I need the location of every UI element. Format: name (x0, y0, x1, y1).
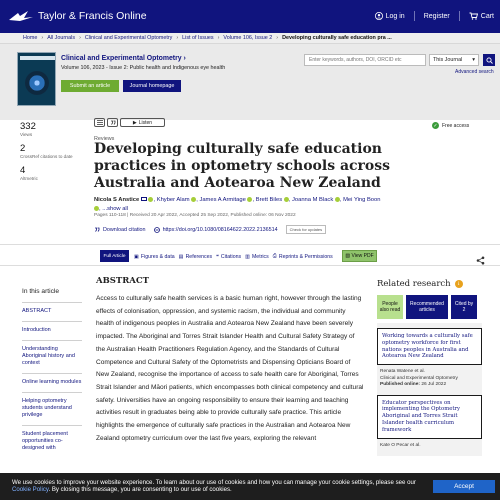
cart-label: Cart (480, 12, 494, 20)
print-icon: ⎙ (272, 253, 277, 259)
article-tabs (0, 244, 500, 266)
orcid-icon[interactable] (94, 206, 99, 211)
divider (414, 11, 415, 21)
check-icon: ✓ (433, 122, 438, 129)
author-link[interactable]: Nicola S Anstice (94, 197, 140, 203)
related-item[interactable] (377, 328, 482, 365)
tab-reprints[interactable]: ⎙ Reprints & Permissions (272, 253, 333, 260)
play-icon: ▶ (132, 119, 137, 126)
author-link[interactable]: Mei Ying Boon (343, 197, 381, 203)
book-icon: ▤ (178, 253, 184, 260)
nav-item-abstract[interactable]: ABSTRACT (22, 302, 82, 321)
cart-link[interactable] (469, 12, 494, 20)
view-pdf-button[interactable] (342, 250, 377, 262)
tab-recommended[interactable]: Recommended articles (406, 295, 448, 319)
orcid-icon[interactable] (284, 197, 289, 202)
chevron-right-icon: › (217, 35, 220, 41)
author-link[interactable]: James A Armitage (199, 197, 246, 203)
register-label: Register (423, 12, 450, 20)
author-link[interactable]: Brett Biles (255, 197, 283, 203)
pdf-icon: ▧ (345, 253, 352, 259)
breadcrumb-issues[interactable]: List of Issues (182, 35, 214, 41)
quote-icon: ❝ (216, 253, 219, 260)
article-tools (94, 118, 165, 127)
tab-full-article-label: Full Article (103, 253, 126, 259)
quote-icon (110, 120, 116, 125)
brand-name: Taylor & Francis Online (38, 10, 147, 22)
tab-references[interactable]: ▤ References (178, 253, 213, 260)
breadcrumb-current: Developing culturally safe education pra ... (282, 35, 392, 41)
link-icon (154, 227, 160, 233)
nav-item-history[interactable]: Understanding Aboriginal history and context (22, 340, 82, 373)
tab-full-article[interactable] (100, 250, 129, 262)
orcid-icon[interactable] (335, 197, 340, 202)
search-button[interactable] (483, 54, 495, 66)
logo-icon (8, 9, 34, 23)
author-list: Nicola S Anstice , Khyber Alam , James A Armitage , Brett Biles , Joanna M Black , Mei Ying Boon , ...show all (94, 197, 381, 212)
tab-list (134, 253, 333, 260)
citation-row (94, 225, 326, 234)
free-access-badge (432, 122, 469, 129)
metric-label: Views (20, 132, 33, 137)
divider (459, 11, 460, 21)
bar-chart-icon: ▥ (245, 253, 250, 260)
metric-crossref[interactable] (20, 144, 80, 160)
chevron-right-icon: › (176, 35, 179, 41)
metric-value: 4 (20, 165, 26, 176)
site-header (0, 0, 500, 33)
advanced-search-link[interactable]: Advanced search (455, 69, 494, 75)
info-icon[interactable]: i (455, 280, 463, 288)
tab-metrics[interactable]: ▥ Metrics (245, 253, 269, 260)
image-icon: ▣ (134, 253, 139, 260)
in-this-article-nav (22, 288, 82, 458)
submit-article-button[interactable]: Submit an article (61, 80, 119, 92)
share-button[interactable] (476, 252, 485, 270)
chevron-right-icon: › (276, 35, 279, 41)
abstract-text: Access to culturally safe health services is a basic human right, however through the lasting effects of colonisation, oppression, and systemic racism, the individual and community health of indigenous peoples in Australia and Aotearoa New Zealand have been severely impacted. The Aboriginal and Torres Strait Islander Health and Cultural Safety Strategy of the Australian Health Practitioners Regulation Agency, and the Standards of Cultural Competence and Cultural Safety of the Optometrists and Dispensing Opticians Board of New Zealand, recognise the importance of access to safe health care for Aboriginal, Torres Strait Islander and Māori patients, which encompasses both clinical competency and cultural safety. Universities have an ongoing responsibility to ensure their learning and teaching activities result in graduates being able to provide culturally safe practice. This article highlights the emergence of culturally safe practices in the Australian and Aotearoa New Zealand optometry curriculum over the last five years, exploring the relevant (96, 295, 364, 442)
nav-item-introduction[interactable]: Introduction (22, 321, 82, 340)
breadcrumb-all-journals[interactable]: All Journals (47, 35, 76, 41)
related-item-journal: Clinical and Experimental Optometry (380, 375, 458, 381)
tab-cited-by[interactable]: Cited by 2 (451, 295, 477, 319)
related-item[interactable] (377, 395, 482, 439)
menu-button[interactable] (94, 118, 105, 127)
author-link[interactable]: Joanna M Black (291, 197, 334, 203)
search-icon (486, 57, 493, 64)
related-item-published: Published online: 26 Jul 2022 (380, 382, 447, 388)
related-heading (377, 279, 482, 289)
author-link[interactable]: Khyber Alam (156, 197, 190, 203)
breadcrumb (0, 33, 500, 44)
nav-item-privilege[interactable]: Helping optometry students understand privilege (22, 392, 82, 425)
search-input[interactable] (304, 54, 426, 66)
breadcrumb-journal[interactable]: Clinical and Experimental Optometry (84, 35, 173, 41)
listen-button[interactable] (120, 118, 165, 127)
site-logo[interactable] (8, 9, 147, 23)
related-item-author: Kate O Pecar et al. (380, 442, 421, 448)
email-icon[interactable] (141, 197, 147, 201)
related-research (377, 279, 482, 456)
publication-dates: Pages 110-118 | Received 20 Apr 2022, Accepted 25 Sep 2022, Published online: 06 Nov 2022 (94, 213, 296, 218)
doi-link[interactable] (154, 227, 278, 233)
chevron-right-icon: › (41, 35, 44, 41)
quote-icon (94, 227, 100, 232)
nav-item-online-modules[interactable]: Online learning modules (22, 373, 82, 392)
chevron-right-icon: › (79, 35, 81, 41)
related-item-meta (377, 439, 482, 454)
metric-value: 332 (20, 121, 36, 132)
journal-cover-image[interactable] (17, 52, 56, 106)
share-icon (476, 256, 485, 265)
chevron-down-icon: ▾ (472, 57, 475, 63)
cover-title-strip (20, 56, 55, 60)
tab-people-also-read[interactable]: People also read (377, 295, 403, 319)
issue-info: Volume 106, 2023 - Issue 2: Public health and Indigenous eye health (61, 65, 226, 71)
related-heading-label: Related research (377, 279, 451, 289)
cart-icon (469, 12, 478, 20)
search-scope-value: This Journal (433, 57, 463, 63)
article-title: Developing culturally safe education practices in optometry schools across Australia and Aotearoa New Zealand (94, 141, 391, 191)
nav-item-placement[interactable]: Student placement opportunities co-designed with (22, 425, 82, 458)
eye-graphic (25, 71, 49, 95)
metric-label: CrossRef citations to date (20, 154, 73, 159)
orcid-icon[interactable] (191, 197, 196, 202)
breadcrumb-home[interactable]: Home (23, 35, 38, 41)
metric-label: Altmetric (20, 176, 38, 181)
free-access-label: Free access (442, 122, 470, 129)
metric-value: 2 (20, 143, 26, 154)
listen-label: Listen (138, 119, 153, 126)
user-icon (375, 12, 383, 20)
related-item-title: Working towards a culturally safe optometry workforce for first nations peoples in Australia and Aotearoa New Zealand (382, 333, 473, 360)
download-citation-link[interactable] (94, 227, 146, 233)
menu-icon (97, 120, 103, 125)
metric-altmetric[interactable] (20, 166, 80, 182)
related-item-title: Educator perspectives on implementing the Optometry Aboriginal and Torres Strait Islander health curriculum framework (382, 399, 461, 433)
orcid-icon[interactable] (247, 197, 252, 202)
show-all-authors[interactable]: ...show all (102, 206, 129, 212)
accept-cookies-button[interactable]: Accept (433, 480, 495, 493)
register-link[interactable] (424, 13, 450, 20)
article-metrics (20, 122, 80, 188)
metric-views[interactable] (20, 122, 80, 138)
abstract-heading: ABSTRACT (96, 276, 149, 286)
nav-heading: In this article (22, 288, 60, 295)
check-for-updates-button[interactable]: Check for updates (286, 225, 326, 234)
journal-homepage-button[interactable]: Journal homepage (123, 80, 181, 92)
related-item-author: Renata Watene et al. (380, 369, 425, 375)
tab-citations[interactable]: ❝ Citations (216, 253, 242, 260)
tab-figures[interactable]: ▣ Figures & data (134, 253, 175, 260)
login-label: Log in (385, 12, 405, 20)
orcid-icon[interactable] (148, 197, 153, 202)
related-list (377, 323, 482, 456)
cookie-banner (0, 473, 500, 500)
search-scope-select[interactable] (429, 54, 479, 66)
login-link[interactable] (375, 12, 405, 20)
download-citation-label: Download citation (103, 226, 146, 233)
cookie-message: We use cookies to improve your website experience. To learn about our use of cookies and how you can manage your cookie settings, please see our Cookie Policy. By closing this message, you are consenting to our use of cookies. (12, 479, 416, 493)
journal-header (0, 44, 500, 120)
cookie-policy-link[interactable]: Cookie Policy (12, 486, 49, 493)
journal-title[interactable]: Clinical and Experimental Optometry › (61, 55, 186, 62)
breadcrumb-volume[interactable]: Volume 106, Issue 2 (223, 35, 273, 41)
related-item-meta (377, 365, 482, 393)
related-tabs (377, 295, 482, 319)
article-type: Reviews (94, 136, 115, 142)
doi-label: https://doi.org/10.1080/08164622.2022.2136514 (162, 226, 278, 233)
view-pdf-label: View PDF (351, 253, 374, 259)
quote-button[interactable] (107, 118, 118, 127)
